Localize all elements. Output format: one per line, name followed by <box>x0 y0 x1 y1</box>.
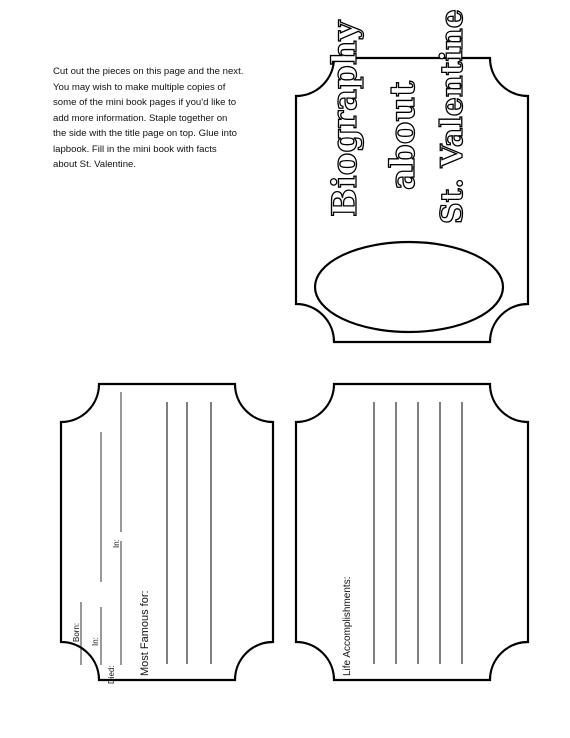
title-line-about: about <box>383 81 423 190</box>
instructions-text <box>53 64 275 173</box>
title-line-st-valentine: St. Valentine <box>435 9 470 224</box>
accomplishments-card-outline <box>296 384 528 680</box>
title-line-biography: Biography <box>325 20 365 217</box>
died-label: Died: <box>107 665 116 684</box>
instruction-line: You may wish to make multiple copies of <box>53 81 226 93</box>
portrait-oval <box>315 242 503 332</box>
life-accomplishments-label: Life Accomplishments: <box>342 576 353 676</box>
in-label-1: In: <box>91 637 100 646</box>
instruction-line: lapbook. Fill in the mini book with facts <box>53 143 217 155</box>
instruction-line: some of the mini book pages if you'd like to <box>53 97 237 108</box>
instruction-line: the side with the title page on top. Glue into <box>53 128 238 139</box>
instruction-line: add more information. Staple together on <box>53 112 228 124</box>
most-famous-label: Most Famous for: <box>139 590 151 676</box>
born-label: Born: <box>72 622 81 642</box>
instruction-line: Cut out the pieces on this page and the next. <box>53 66 244 77</box>
instruction-line: about St. Valentine. <box>53 159 137 170</box>
accomplishments-card <box>294 382 530 682</box>
in-label-2: In: <box>112 539 121 548</box>
